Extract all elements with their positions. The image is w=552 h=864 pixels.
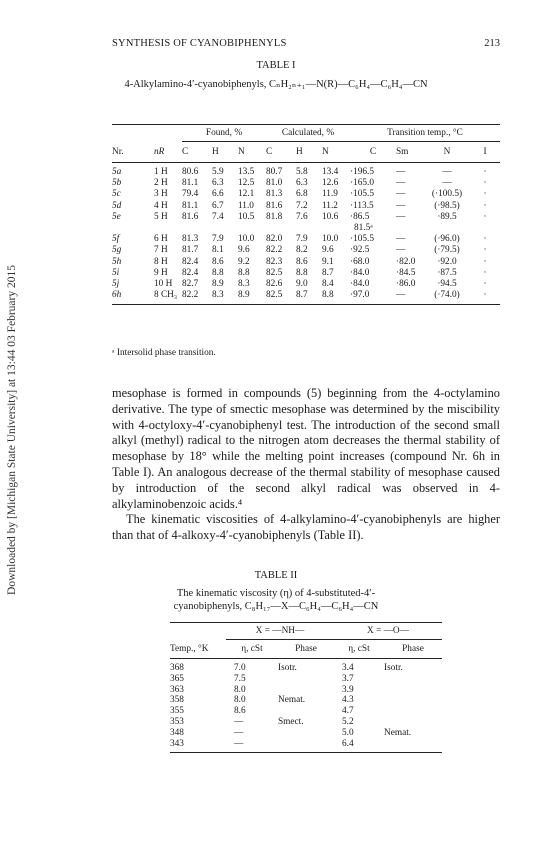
table-row — [112, 212, 500, 223]
table-cell: 8.0 — [234, 695, 246, 706]
table-cell: 80.6 — [182, 167, 199, 177]
table-cell: 8.6 — [212, 256, 224, 267]
table-cell: 7.2 — [296, 200, 308, 211]
table-cell: 5b — [112, 178, 122, 189]
table-row — [112, 245, 500, 256]
table-cell: · — [483, 234, 487, 245]
table-cell: ·94.5 — [437, 279, 457, 290]
table-cell: ·105.5 — [350, 189, 375, 200]
table-cell — [384, 695, 442, 706]
table-cell: 8.6 — [234, 706, 246, 717]
table-cell — [384, 685, 442, 696]
table-cell: 368 — [170, 663, 184, 673]
table-cell: (·98.5) — [434, 200, 460, 211]
table-cell: 5h — [112, 256, 122, 267]
table-cell: 6.8 — [296, 189, 308, 200]
table-cell: 6h — [112, 290, 148, 305]
table-cell: Isotr. — [278, 663, 297, 673]
table-cell: · — [483, 200, 487, 211]
table-cell: 8.3 — [238, 279, 250, 290]
table-cell: 365 — [170, 673, 184, 684]
table-cell: 4.7 — [342, 706, 354, 717]
table2-caption-line1: The kinematic viscosity (η) of 4-substituted-4′- — [176, 588, 376, 599]
table-cell: ·92.5 — [350, 245, 370, 256]
table-cell: 5f — [112, 234, 120, 245]
table-cell: 81.7 — [182, 245, 199, 256]
group-nh: X = —NH— — [226, 623, 334, 640]
table-cell: 7.6 — [296, 211, 308, 222]
table-cell: 7.9 — [212, 234, 224, 245]
table-cell: 7.4 — [212, 211, 224, 222]
table-cell: (·96.0) — [434, 234, 460, 245]
table-cell: 81.6 — [266, 200, 283, 211]
table-cell: ·82.0 — [396, 256, 416, 267]
table-cell: 81.0 — [266, 178, 283, 189]
table-cell: 8.0 — [234, 684, 246, 695]
col-header: Nr. — [112, 142, 148, 163]
table-row — [112, 189, 500, 200]
table2-label: TABLE II — [254, 570, 298, 581]
table-cell: ·84.5 — [396, 267, 416, 278]
table-cell: ·84.0 — [350, 267, 370, 278]
table-cell: 10.5 — [238, 211, 255, 222]
table-cell: · — [470, 290, 500, 305]
table-cell: 8 CH₃ — [148, 290, 182, 305]
table-cell: 8.7 — [322, 267, 334, 278]
table-cell: 11.0 — [238, 200, 254, 211]
table-cell: 11.9 — [322, 189, 338, 200]
table-cell: 82.4 — [182, 267, 199, 278]
table-cell: 13.5 — [238, 167, 255, 177]
table1-caption: 4-Alkylamino-4′-cyanobiphenyls, CₙH₂ₙ₊₁—N(R)—C₆H₄—C₆H₄—CN — [124, 79, 428, 90]
table-row — [112, 201, 500, 212]
table-cell: 358 — [170, 695, 184, 706]
table-cell: 9.0 — [296, 279, 308, 290]
col-header: I — [470, 142, 500, 163]
table-cell: 7.5 — [234, 673, 246, 684]
table-cell: 10.0 — [238, 234, 255, 245]
col-header: C — [182, 142, 212, 163]
table-cell — [278, 728, 334, 739]
table-cell: ·86.0 — [396, 279, 416, 290]
table-cell: 2 H — [154, 178, 168, 189]
paragraph: The kinematic viscosities of 4-alkylamino-4′-cyanobiphenyls are higher than that of 4-alkoxy-4′-cyanobiphenyls (Table II). — [112, 512, 500, 543]
table-cell: 8.2 — [296, 245, 308, 256]
running-title: SYNTHESIS OF CYANOBIPHENYLS — [112, 38, 287, 49]
group-o: X = —O— — [334, 623, 442, 640]
col-header: N — [238, 142, 266, 163]
table-cell: 5.2 — [342, 716, 354, 727]
table-cell: 8.3 — [212, 290, 238, 305]
table1-label: TABLE I — [256, 60, 296, 71]
table-cell: 9.6 — [238, 245, 250, 256]
table-cell: — — [234, 727, 244, 738]
table-cell: 81.5ᵃ — [354, 223, 373, 234]
table-cell: 81.3 — [266, 189, 283, 200]
table-cell: 82.2 — [266, 245, 283, 256]
table-cell: 5.9 — [212, 167, 224, 177]
table-cell: 6.3 — [296, 178, 308, 189]
table-cell: 8.8 — [238, 267, 250, 278]
table1-group-header — [112, 125, 500, 142]
table-cell: 5c — [112, 189, 121, 200]
table-cell: 82.6 — [266, 279, 283, 290]
table-cell — [278, 685, 334, 696]
table-cell: 1 H — [154, 167, 168, 177]
download-watermark — [2, 150, 22, 710]
table-cell — [278, 674, 334, 685]
table-cell: — — [396, 245, 406, 256]
table-cell: 81.1 — [182, 178, 199, 189]
table-cell: 5j — [112, 279, 120, 290]
table-cell: · — [483, 279, 487, 290]
table-row — [170, 706, 442, 717]
table-cell: 6.3 — [212, 178, 224, 189]
group-transition: Transition temp., °C — [350, 125, 500, 142]
table-cell: · — [483, 178, 487, 189]
table-row — [112, 163, 500, 179]
table-cell — [384, 674, 442, 685]
table-row — [112, 290, 500, 305]
col-header: Phase — [278, 640, 334, 659]
col-header: Phase — [384, 640, 442, 659]
table-cell: 82.2 — [182, 290, 212, 305]
table-cell: 82.0 — [266, 234, 283, 245]
table-cell: 6.7 — [212, 200, 224, 211]
table-cell: 9.2 — [238, 256, 250, 267]
table-cell: ·84.0 — [350, 279, 370, 290]
table-cell: 82.3 — [266, 256, 283, 267]
table-cell: 5d — [112, 200, 122, 211]
table-cell: Nemat. — [278, 695, 306, 706]
table1-footnote: ᵃ Intersolid phase transition. — [112, 348, 216, 358]
table-cell: ·97.0 — [350, 290, 396, 305]
table-row — [112, 279, 500, 290]
table-row — [112, 257, 500, 268]
table-cell: 12.6 — [322, 178, 339, 189]
table-row — [170, 739, 442, 753]
page-number: 213 — [484, 38, 500, 49]
table-cell: — — [396, 234, 406, 245]
table-cell: 8.9 — [238, 290, 266, 305]
table-cell: — — [442, 167, 452, 177]
table-row — [112, 178, 500, 189]
table-cell: ·68.0 — [350, 256, 370, 267]
table-cell: 82.5 — [266, 267, 283, 278]
table-cell: 7.0 — [234, 663, 246, 673]
table-cell: 7 H — [154, 245, 168, 256]
table-cell: — — [226, 739, 278, 753]
table-cell: 355 — [170, 706, 184, 717]
table-cell: — — [396, 290, 424, 305]
table-cell: 9.6 — [322, 245, 334, 256]
table2-group-header — [170, 623, 442, 640]
table-cell: 82.4 — [182, 256, 199, 267]
table-cell: — — [396, 189, 406, 200]
table-cell: ·87.5 — [437, 267, 457, 278]
paragraph: mesophase is formed in compounds (5) beginning from the 4-octylamino derivative. The type of smectic mesophase was determined by the miscibility with 4-octyloxy-4′-cyanobiphenyl test. The introduction of the second small alkyl (methyl) radical to the nitrogen atom decreases the thermal stability of mesophase by 18° while the melting point increases (compound Nr. 6h in Table I). An analogous decrease of the thermal stability of mesophase caused by introduction of the second alkyl radical was observed in 4-alkylaminobenzoic acids.⁴ — [112, 386, 500, 511]
table-cell: 348 — [170, 727, 184, 738]
col-header: C — [266, 142, 296, 163]
table-cell: 82.7 — [182, 279, 199, 290]
table-cell: ·92.0 — [437, 256, 457, 267]
table-cell: ·196.5 — [350, 167, 375, 177]
table-cell: 80.7 — [266, 167, 283, 177]
download-watermark-text: Downloaded by [Michigan State University] at 13:44 03 February 2015 — [6, 265, 18, 595]
table-cell: 8.9 — [212, 279, 224, 290]
table-cell: 5i — [112, 267, 120, 278]
table2 — [170, 622, 442, 753]
table-cell: · — [483, 211, 487, 222]
table-cell: ·113.5 — [350, 200, 374, 211]
body-text — [112, 386, 500, 544]
table-cell — [384, 706, 442, 717]
table-cell: 9 H — [154, 267, 168, 278]
table-cell: 81.8 — [266, 211, 283, 222]
table-cell: 343 — [170, 739, 226, 753]
table-cell — [384, 717, 442, 728]
col-header: H — [212, 142, 238, 163]
table-cell: 3 H — [154, 189, 168, 200]
table-cell: 81.6 — [182, 211, 199, 222]
table-cell: 10.0 — [322, 234, 339, 245]
table-row — [170, 659, 442, 674]
table-cell — [384, 739, 442, 753]
table-cell: 3.9 — [342, 684, 354, 695]
table-cell: Nemat. — [384, 727, 412, 738]
table-cell: 4.3 — [342, 695, 354, 706]
table-cell: Smect. — [278, 716, 304, 727]
table-cell: 13.4 — [322, 167, 339, 177]
table-cell: 3.4 — [342, 663, 354, 673]
table-cell: 12.1 — [238, 189, 255, 200]
table-cell: 8 H — [154, 256, 168, 267]
table-cell: 81.1 — [182, 200, 199, 211]
table-cell: 353 — [170, 716, 184, 727]
table-cell: Isotr. — [384, 663, 403, 673]
table-cell: 8.8 — [212, 267, 224, 278]
table-cell: 8.8 — [322, 290, 350, 305]
table-row — [112, 234, 500, 245]
table-cell: 79.4 — [182, 189, 199, 200]
table-cell: 4 H — [154, 200, 168, 211]
table-cell: — — [234, 716, 244, 727]
table-cell: (·100.5) — [431, 189, 463, 200]
table2-caption-line2: cyanobiphenyls, C₈H₁₇—X—C₆H₄—C₆H₄—CN — [173, 601, 379, 612]
table-cell — [278, 706, 334, 717]
table-row — [112, 223, 500, 234]
col-header: η, cSt — [226, 640, 278, 659]
table-cell: 8.1 — [212, 245, 224, 256]
table-cell: 10 H — [154, 279, 173, 290]
table-cell: ·89.5 — [437, 211, 457, 222]
table-cell: 8.8 — [296, 267, 308, 278]
group-calculated: Calculated, % — [266, 125, 350, 142]
table-cell: 8.4 — [322, 279, 334, 290]
table-cell: 9.1 — [322, 256, 334, 267]
table-row — [112, 268, 500, 279]
table1 — [112, 124, 500, 305]
table-cell: 82.5 — [266, 290, 296, 305]
table-row — [170, 685, 442, 696]
table-cell: · — [483, 167, 487, 177]
table-cell: 6 H — [154, 234, 168, 245]
table2-column-header — [170, 640, 442, 659]
table-cell: 11.2 — [322, 200, 338, 211]
table1-column-header — [112, 142, 500, 163]
table-cell: 8.7 — [296, 290, 322, 305]
table-cell: 5.0 — [342, 727, 354, 738]
table-cell: 7.9 — [296, 234, 308, 245]
table-row — [170, 717, 442, 728]
col-header: Temp., °K — [170, 640, 226, 659]
table-cell: — — [396, 200, 406, 211]
table-cell: 6.4 — [334, 739, 384, 753]
col-header: N — [424, 142, 470, 163]
table-cell: 6.6 — [212, 189, 224, 200]
table-cell: 12.5 — [238, 178, 255, 189]
table-row — [170, 674, 442, 685]
table-row — [170, 695, 442, 706]
table-cell: 3.7 — [342, 673, 354, 684]
table-cell: 81.3 — [182, 234, 199, 245]
table-cell: · — [483, 189, 487, 200]
table-cell: 363 — [170, 684, 184, 695]
table-row — [170, 728, 442, 739]
table-cell: · — [483, 267, 487, 278]
table-cell: · — [483, 245, 487, 256]
table-cell: · — [483, 256, 487, 267]
table-cell: — — [442, 178, 452, 189]
table-cell: ·165.0 — [350, 178, 375, 189]
table-cell: ·86.5 — [350, 211, 370, 222]
col-header: η, cSt — [334, 640, 384, 659]
table-cell — [278, 739, 334, 753]
col-header: N — [322, 142, 350, 163]
table-cell: 5 H — [154, 211, 168, 222]
table-cell: ·105.5 — [350, 234, 375, 245]
table-cell: (·74.0) — [424, 290, 470, 305]
table-cell: 5e — [112, 211, 121, 222]
table-cell: 5.8 — [296, 167, 308, 177]
table-cell: — — [396, 167, 406, 177]
col-header: H — [296, 142, 322, 163]
table-cell: 5a — [112, 167, 122, 177]
table-cell: 8.6 — [296, 256, 308, 267]
col-header: Sm — [396, 142, 424, 163]
table-cell: — — [396, 178, 406, 189]
table-cell: — — [396, 211, 406, 222]
col-header: C — [350, 142, 396, 163]
group-found: Found, % — [182, 125, 266, 142]
col-header: nR — [148, 142, 182, 163]
table-cell: 10.6 — [322, 211, 339, 222]
table-cell: 5g — [112, 245, 122, 256]
table-cell: (·79.5) — [434, 245, 460, 256]
